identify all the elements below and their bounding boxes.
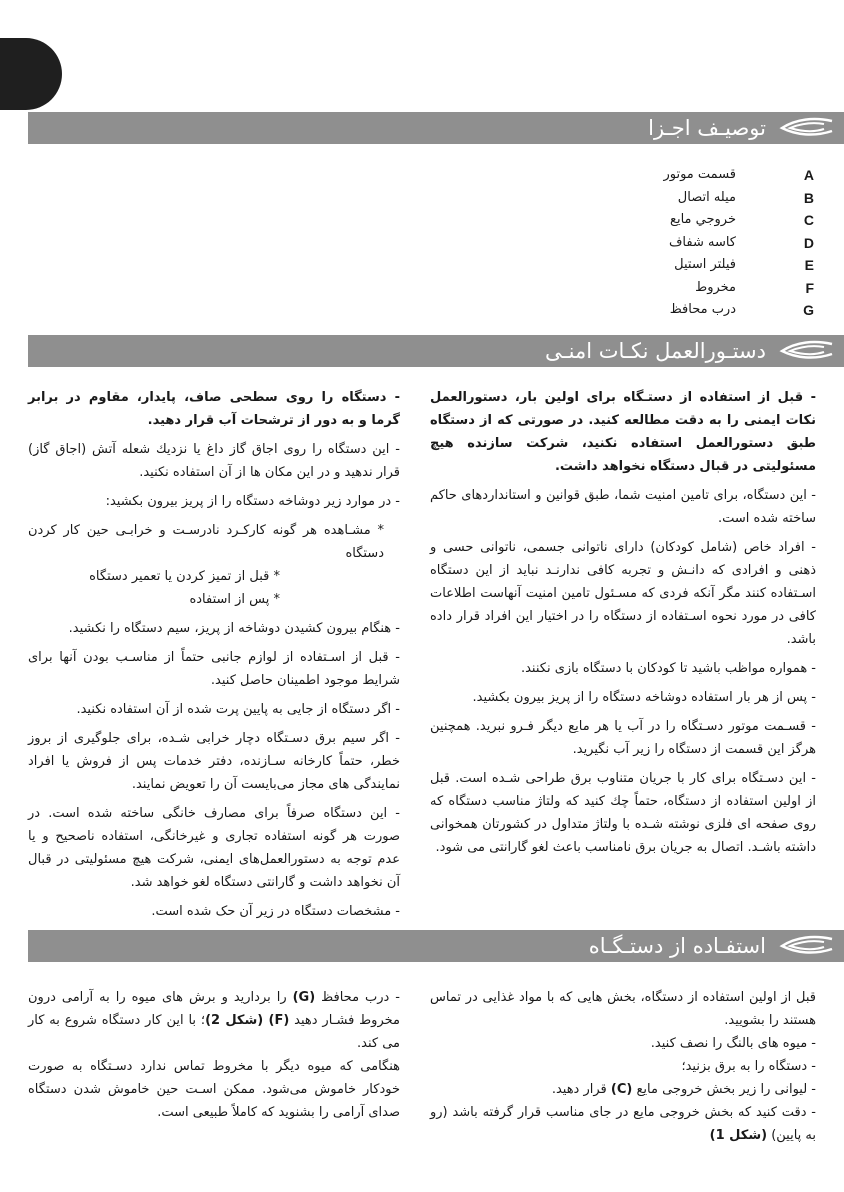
part-name: قسمت موتور xyxy=(663,167,736,182)
usage-text: ؛ با این کار دستگاه شروع به کار می کند. xyxy=(28,1013,400,1051)
section-title: توصیـف اجـزا xyxy=(648,116,766,140)
usage-column-left xyxy=(28,986,400,1124)
part-letter: G xyxy=(803,302,814,318)
section-title: دستـورالعمل نکـات امنـی xyxy=(544,339,766,363)
safety-item: - در موارد زیر دوشاخه دستگاه را از پریز بیرون بکشید: xyxy=(105,494,400,509)
usage-ref: (شکل 1) xyxy=(709,1128,768,1143)
safety-item: - مشخصات دستگاه در زیر آن حک شده است. xyxy=(151,904,400,919)
safety-column-right xyxy=(430,386,816,865)
safety-item: - این دستگاه را روی اجاق گاز داغ یا نزدیك شعله آتش (اجاق گاز) قرار ندهید و در این مکان ها از آن استفاده نکنید. xyxy=(28,442,400,480)
safety-item: - اگر دستگاه از جایی به پایین پرت شده از آن استفاده نکنید. xyxy=(76,702,400,717)
part-item xyxy=(604,299,814,322)
safety-subitem: * قبل از تمیز کردن یا تعمیر دستگاه xyxy=(89,569,280,584)
usage-step: - میوه های بالنگ را نصف کنید. xyxy=(650,1036,816,1051)
safety-item: - هنگام بیرون کشیدن دوشاخه از پریز، سیم دستگاه را نکشید. xyxy=(68,621,400,636)
swoosh-arrow-icon xyxy=(774,338,836,364)
usage-text: - دقت کنید که بخش خروجی مایع در جای مناسب قرار گرفته باشد (رو به پایین) xyxy=(430,1105,816,1143)
usage-step: - دستگاه را به برق بزنید؛ xyxy=(681,1059,816,1074)
usage-text: قرار دهید. xyxy=(551,1082,607,1097)
part-name: خروجي مايع xyxy=(670,212,736,227)
safety-item: - همواره مواظب باشید تا کودکان با دستگاه بازی نکنند. xyxy=(520,661,816,676)
safety-intro: - دستگاه را روی سطحی صاف، پایدار، مقاوم در برابر گرما و به دور از ترشحات آب قرار دهید. xyxy=(28,390,400,428)
section-header-safety xyxy=(28,335,844,367)
part-letter: B xyxy=(803,189,814,206)
part-letter: E xyxy=(804,257,814,273)
page-corner-tab xyxy=(0,38,62,110)
swoosh-arrow-icon xyxy=(774,933,836,959)
swoosh-arrow-icon xyxy=(774,115,836,141)
part-name: مخروط xyxy=(695,279,736,295)
safety-item: - افراد خاص (شامل کودکان) دارای ناتوانی جسمی، ناتوانی حسی و ذهنی و افرادی که دانـش و تجربه کافی ندارنـد نباید از این دستگاه اسـتفاده کنند مگر آنکه فردی که مسـئول تامین امنیت آنهاست اطلاعات کافی در مورد نحوه اسـتفاده از دستگاه را در اختیار این افراد قرار داده باشد. xyxy=(430,540,816,647)
part-name: میله اتصال xyxy=(677,189,736,205)
part-name: فيلتر استيل xyxy=(674,257,736,272)
part-item xyxy=(604,187,814,210)
usage-ref: (C) xyxy=(610,1082,633,1097)
part-name: درب محافظ xyxy=(669,302,736,317)
part-item xyxy=(604,232,814,255)
usage-ref: (F) (شکل 2) xyxy=(205,1013,290,1028)
part-letter: C xyxy=(803,212,814,228)
safety-item: - اگر سیم برق دسـتگاه دچار خرابی شـده، برای جلوگیری از بروز خطر، حتماً کارخانه سـازنده، دفتر خدمات پس از فروش یا افراد نمایندگی های مجاز می‌بایست آن را تعویض نمایند. xyxy=(28,731,400,792)
part-item xyxy=(604,164,814,187)
usage-column-right xyxy=(430,986,816,1147)
safety-item: - قسـمت موتور دسـتگاه را در آب یا هر مایع دیگر فـرو نبرید. همچنین هرگز این قسمت از دستگاه را زیر آب نگیرید. xyxy=(430,719,816,757)
usage-text: - لیوانی را زیر بخش خروجی مایع xyxy=(636,1082,816,1097)
section-header-usage xyxy=(28,930,844,962)
part-item xyxy=(604,209,814,232)
safety-column-left xyxy=(28,386,400,929)
usage-step xyxy=(430,1101,816,1147)
section-header-description xyxy=(28,112,844,144)
safety-subitem: * مشـاهده هر گونه کارکـرد نادرسـت و خرابـی حین کار کردن دستگاه xyxy=(28,523,384,561)
part-letter: A xyxy=(803,167,814,183)
safety-item: - این دستگاه، برای تامین امنیت شما، طبق قوانین و استانداردهای حاکم ساخته شده است. xyxy=(430,488,816,526)
usage-step xyxy=(28,986,400,1055)
safety-item: - قبل از اسـتفاده از لوازم جانبی حتماً از مناسـب بودن آنها برای شرایط موجود اطمینان حاصل کنید. xyxy=(28,650,400,688)
usage-intro: قبل از اولین استفاده از دستگاه، بخش هایی که با مواد غذایی در تماس هستند را بشویید. xyxy=(430,990,816,1028)
safety-item: - این دستگاه صرفاً برای مصارف خانگی ساخته شده است. در صورت هر گونه استفاده تجاری و غیرخانگی، استفاده ناصحیح و یا عدم توجه به دستورالعمل‌های ایمنی، شرکت هیچ مسئولیتی در قبال آن نخواهد داشت و گارانتی دستگاه لغو خواهد شد. xyxy=(28,806,400,890)
usage-step xyxy=(430,1078,816,1101)
part-letter: D xyxy=(803,234,814,251)
safety-intro: - قبل از استفاده از دستـگاه برای اولین بار، دستورالعمل نکات ایمنی را به دقت مطالعه کنید. در صورتی که از دستگاه طبق دستورالعمل استفاده نکنید، شرکت سازنده هیچ مسئولیتی در قبال دستگاه نخواهد داشت. xyxy=(430,390,816,474)
section-title: استفـاده از دستـگـاه xyxy=(588,934,766,958)
part-letter: F xyxy=(805,279,814,296)
safety-subitem: * پس از استفاده xyxy=(189,592,280,607)
usage-note: هنگامی که میوه دیگر با مخروط تماس ندارد دسـتگاه به صورت خودکار خاموش می‌شود. ممکن اسـت حین خاموش شدن دستگاه صدای آرامی را بشنوید که کاملاً طبیعی است. xyxy=(28,1059,400,1120)
part-name: كاسه شفاف xyxy=(668,234,736,250)
safety-item: - این دسـتگاه برای کار با جریان متناوب برق طراحی شـده است. قبل از اولین استفاده از دستگاه، حتماً چك کنید که ولتاژ مناسب دستگاه که روی صفحه ای فلزی نوشته شـده با ولتاژ متداول در کشورتان همخوانی داشته باشـد. اتصال به جریان برق نامناسب باعث لغو گارانتی می شود. xyxy=(430,771,816,855)
usage-text: - درب محافظ xyxy=(321,990,400,1005)
usage-text: را بردارید و برش های میوه را به آرامی درون مخروط فشـار دهید xyxy=(28,990,400,1028)
part-item xyxy=(604,254,814,277)
parts-list xyxy=(604,164,814,322)
usage-ref: (G) xyxy=(292,990,316,1005)
part-item xyxy=(604,277,814,300)
safety-item: - پس از هر بار استفاده دوشاخه دستگاه را از پریز بیرون بکشید. xyxy=(472,690,816,705)
